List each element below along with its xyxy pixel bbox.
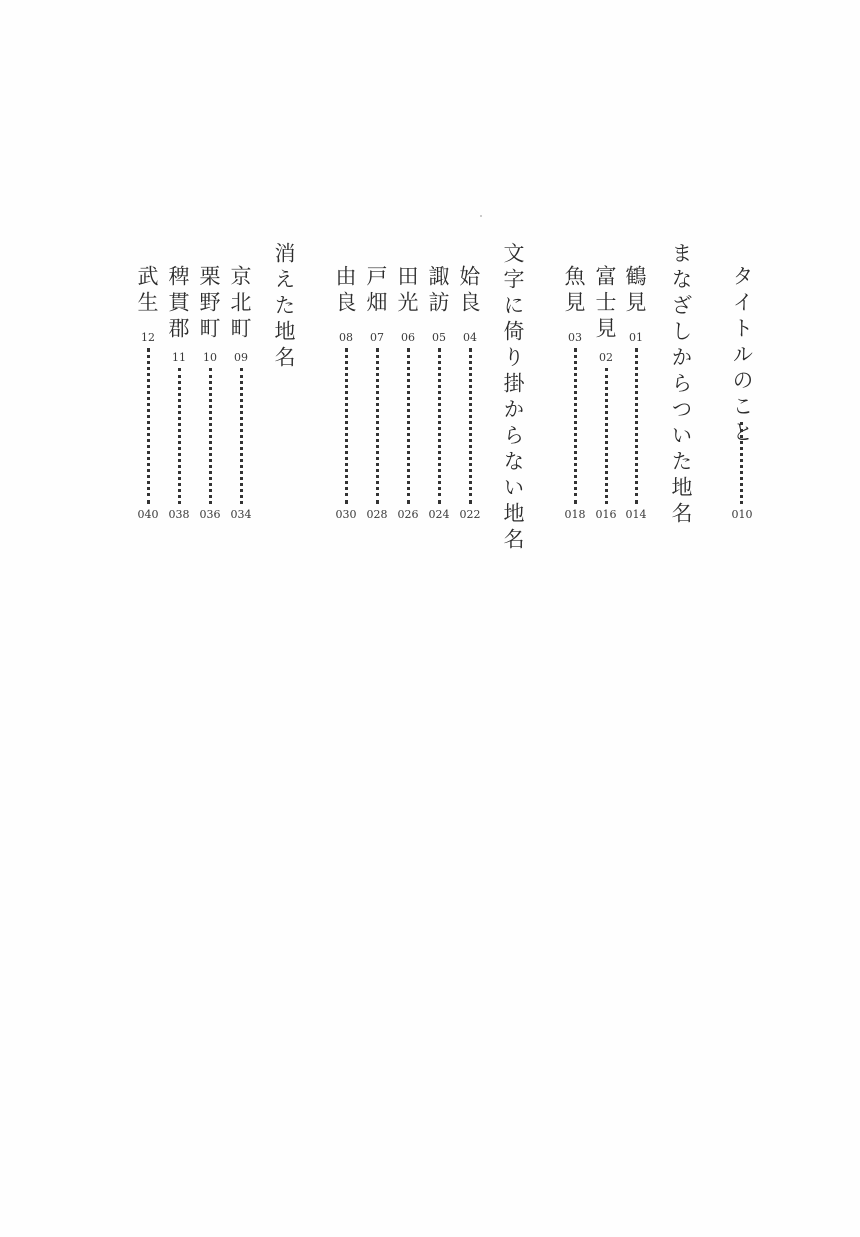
toc-entry-number: 10 bbox=[203, 351, 217, 364]
dot-leader bbox=[240, 368, 243, 504]
dot-leader bbox=[605, 368, 608, 504]
toc-entry-number: 03 bbox=[568, 331, 582, 344]
toc-page-number: 024 bbox=[428, 508, 450, 521]
toc-entry-number: 02 bbox=[599, 351, 613, 364]
toc-entry-title: 栗野町 bbox=[197, 265, 221, 343]
toc-entry-number: 12 bbox=[141, 331, 155, 344]
toc-entry-title: 姶良 bbox=[457, 265, 481, 317]
toc-page-number: 018 bbox=[564, 508, 586, 521]
toc-entry-title: 由良 bbox=[333, 265, 357, 317]
dot-leader bbox=[376, 348, 379, 504]
toc-entry-number: 11 bbox=[172, 351, 186, 364]
toc-entry-number: 06 bbox=[401, 331, 415, 344]
toc-entry-number: 08 bbox=[339, 331, 353, 344]
dot-leader bbox=[438, 348, 441, 504]
toc-entry-title: 魚見 bbox=[562, 265, 586, 317]
section-heading: 文字に倚り掛からない地名 bbox=[501, 242, 525, 554]
dot-leader bbox=[407, 348, 410, 504]
section-heading: まなざしからついた地名 bbox=[669, 242, 693, 528]
toc-page-number: 030 bbox=[335, 508, 357, 521]
dot-leader bbox=[147, 348, 150, 504]
toc-entry-number: 09 bbox=[234, 351, 248, 364]
toc-entry-title: 武生 bbox=[135, 265, 159, 317]
toc-entry-title: タイトルのこと bbox=[730, 265, 754, 447]
toc-entry-number: 04 bbox=[463, 331, 477, 344]
toc-entry-title: 富士見 bbox=[593, 265, 617, 343]
toc-page-number: 026 bbox=[397, 508, 419, 521]
dot-leader bbox=[635, 348, 638, 504]
toc-page-number: 010 bbox=[731, 508, 753, 521]
toc-entry-title: 鶴見 bbox=[623, 265, 647, 317]
toc-page-number: 036 bbox=[199, 508, 221, 521]
toc-entry-number: 05 bbox=[432, 331, 446, 344]
paper-speck bbox=[480, 215, 482, 217]
toc-entry-number: 01 bbox=[629, 331, 643, 344]
toc-page-number: 016 bbox=[595, 508, 617, 521]
dot-leader bbox=[345, 348, 348, 504]
dot-leader bbox=[209, 368, 212, 504]
toc-entry-title: 田光 bbox=[395, 265, 419, 317]
toc-entry-title: 稗貫郡 bbox=[166, 265, 190, 343]
toc-entry-title: 京北町 bbox=[228, 265, 252, 343]
toc-page-number: 022 bbox=[459, 508, 481, 521]
toc-entry-title: 諏訪 bbox=[426, 265, 450, 317]
section-heading: 消えた地名 bbox=[272, 242, 296, 372]
dot-leader bbox=[574, 348, 577, 504]
dot-leader bbox=[178, 368, 181, 504]
toc-page-number: 034 bbox=[230, 508, 252, 521]
toc-page-number: 028 bbox=[366, 508, 388, 521]
toc-page-number: 038 bbox=[168, 508, 190, 521]
toc-page-number: 014 bbox=[625, 508, 647, 521]
toc-entry-number: 07 bbox=[370, 331, 384, 344]
dot-leader bbox=[740, 422, 743, 504]
toc-entry-title: 戸畑 bbox=[364, 265, 388, 317]
toc-page-number: 040 bbox=[137, 508, 159, 521]
dot-leader bbox=[469, 348, 472, 504]
